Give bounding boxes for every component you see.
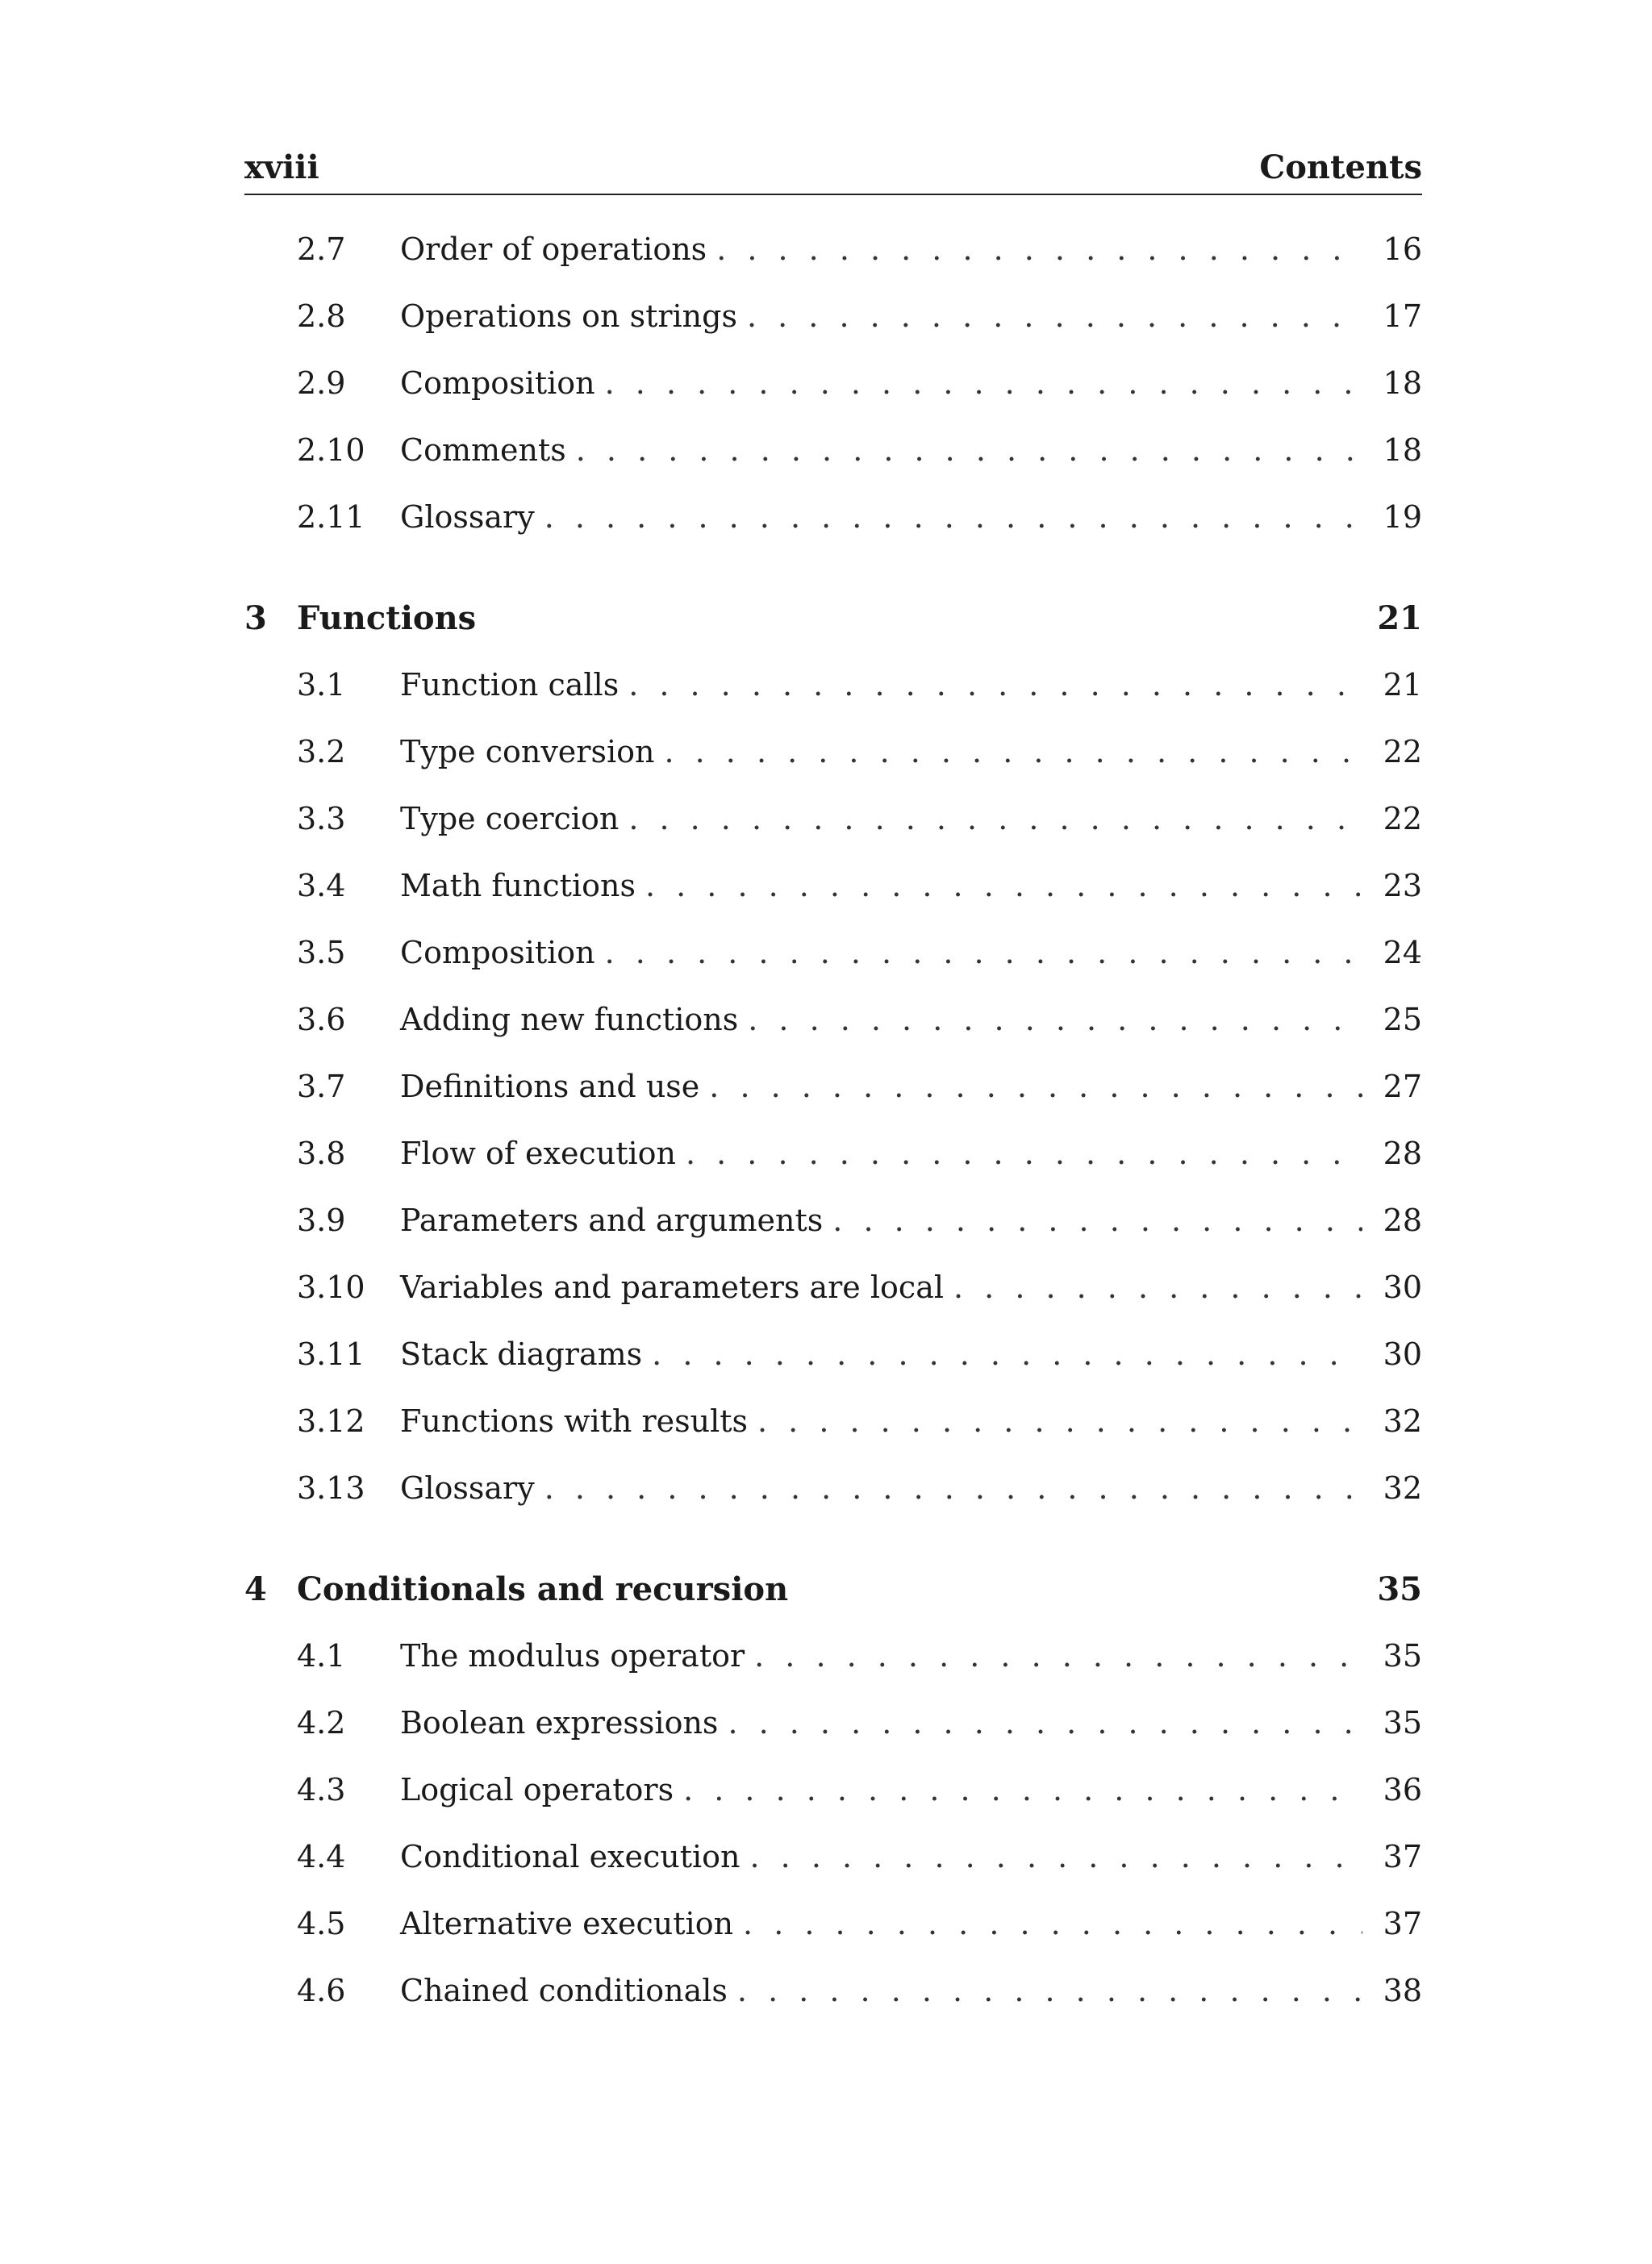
toc-page <box>244 137 1422 2024</box>
toc-entry-page: 18 <box>1383 365 1422 401</box>
toc-entry-page: 23 <box>1383 868 1422 903</box>
toc-entry-number: 2.10 <box>297 432 365 468</box>
table-of-contents <box>244 216 1422 2024</box>
toc-entry-number: 4.2 <box>297 1705 346 1741</box>
toc-entry-number: 2.8 <box>297 298 346 334</box>
toc-entry[interactable] <box>244 283 1422 350</box>
toc-entry-number: 2.9 <box>297 365 346 401</box>
toc-entry-page: 36 <box>1383 1772 1422 1807</box>
toc-entry-line <box>400 417 1422 484</box>
toc-entry-line <box>400 1958 1422 2024</box>
toc-entry[interactable] <box>244 417 1422 484</box>
toc-entry[interactable] <box>244 1824 1422 1891</box>
toc-entry-page: 28 <box>1383 1136 1422 1171</box>
dot-leader <box>747 283 1362 350</box>
toc-entry[interactable] <box>244 652 1422 719</box>
dot-leader <box>605 919 1362 986</box>
toc-entry-line <box>400 1321 1422 1388</box>
toc-entry-number: 2.11 <box>297 499 365 535</box>
toc-entry-page: 38 <box>1383 1973 1422 2008</box>
toc-entry[interactable] <box>244 1623 1422 1690</box>
toc-entry-line <box>400 786 1422 853</box>
toc-entry-page: 30 <box>1383 1336 1422 1372</box>
toc-entry-page: 27 <box>1383 1069 1422 1104</box>
header-section-title: Contents <box>1259 148 1422 186</box>
dot-leader <box>686 1120 1362 1187</box>
chapter-number: 4 <box>244 1570 267 1608</box>
chapter-number: 3 <box>244 599 267 637</box>
toc-entry-page: 18 <box>1383 432 1422 468</box>
toc-entry[interactable] <box>244 1053 1422 1120</box>
toc-entry-page: 22 <box>1383 734 1422 769</box>
toc-entry-line <box>400 1120 1422 1187</box>
toc-entry-page: 28 <box>1383 1203 1422 1238</box>
toc-entry-number: 4.1 <box>297 1638 346 1674</box>
toc-entry-page: 22 <box>1383 801 1422 836</box>
toc-entry-line <box>400 1455 1422 1522</box>
toc-entry-page: 16 <box>1383 231 1422 267</box>
toc-entry[interactable] <box>244 986 1422 1053</box>
toc-entry-line <box>400 1690 1422 1757</box>
toc-entry-number: 3.1 <box>297 667 346 703</box>
dot-leader <box>754 1623 1362 1690</box>
toc-entry-number: 3.6 <box>297 1002 346 1037</box>
toc-entry[interactable] <box>244 1757 1422 1824</box>
toc-entry[interactable] <box>244 1321 1422 1388</box>
toc-entry-title: Order of operations <box>400 231 707 267</box>
toc-entry-line <box>400 986 1422 1053</box>
dot-leader <box>748 986 1362 1053</box>
toc-entry[interactable] <box>244 786 1422 853</box>
toc-entry-title: Conditional execution <box>400 1839 740 1874</box>
dot-leader <box>683 1757 1362 1824</box>
toc-entry-line <box>400 1053 1422 1120</box>
toc-entry-line <box>400 1388 1422 1455</box>
toc-entry-title: Alternative execution <box>400 1906 734 1941</box>
chapter-title: Functions <box>297 599 477 637</box>
dot-leader <box>628 652 1362 719</box>
dot-leader <box>743 1891 1362 1958</box>
dot-leader <box>728 1690 1362 1757</box>
toc-entry[interactable] <box>244 1891 1422 1958</box>
toc-entry-title: Functions with results <box>400 1403 749 1439</box>
dot-leader <box>832 1187 1362 1254</box>
toc-entry-title: Function calls <box>400 667 620 703</box>
toc-entry-line <box>400 652 1422 719</box>
toc-entry-title: Math functions <box>400 868 636 903</box>
toc-entry[interactable] <box>244 853 1422 919</box>
toc-entry-title: Chained conditionals <box>400 1973 728 2008</box>
toc-entry[interactable] <box>244 1187 1422 1254</box>
toc-entry-line <box>400 919 1422 986</box>
toc-entry-title: Type conversion <box>400 734 655 769</box>
toc-entry-title: Comments <box>400 432 566 468</box>
toc-entry-number: 3.5 <box>297 935 346 970</box>
toc-entry[interactable] <box>244 919 1422 986</box>
toc-entry-line <box>400 283 1422 350</box>
toc-entry-line <box>400 350 1422 417</box>
toc-entry-title: Adding new functions <box>400 1002 739 1037</box>
toc-entry-title: Parameters and arguments <box>400 1203 824 1238</box>
toc-entry-line <box>400 1254 1422 1321</box>
toc-entry-page: 24 <box>1383 935 1422 970</box>
toc-entry-page: 19 <box>1383 499 1422 535</box>
chapter-page: 21 <box>1377 599 1422 637</box>
toc-entry-title: Composition <box>400 365 595 401</box>
dot-leader <box>709 1053 1362 1120</box>
toc-entry-number: 4.3 <box>297 1772 346 1807</box>
toc-entry-number: 3.2 <box>297 734 346 769</box>
toc-entry[interactable] <box>244 1388 1422 1455</box>
toc-entry-page: 30 <box>1383 1270 1422 1305</box>
toc-entry-title: The modulus operator <box>400 1638 745 1674</box>
toc-entry-title: Operations on strings <box>400 298 737 334</box>
toc-entry-line <box>400 1824 1422 1891</box>
toc-entry[interactable] <box>244 1254 1422 1321</box>
dot-leader <box>750 1824 1362 1891</box>
toc-entry[interactable] <box>244 1455 1422 1522</box>
toc-entry-line <box>400 216 1422 283</box>
toc-entry-title: Logical operators <box>400 1772 674 1807</box>
toc-chapter-heading[interactable] <box>244 1556 1422 1623</box>
toc-entry-number: 3.8 <box>297 1136 346 1171</box>
toc-entry-line <box>400 1187 1422 1254</box>
dot-leader <box>544 1455 1362 1522</box>
toc-entry-number: 3.12 <box>297 1403 365 1439</box>
toc-entry-number: 4.4 <box>297 1839 346 1874</box>
toc-entry[interactable] <box>244 719 1422 786</box>
toc-entry-number: 3.7 <box>297 1069 346 1104</box>
dot-leader <box>605 350 1362 417</box>
toc-entry-line <box>400 484 1422 551</box>
toc-entry-line <box>400 719 1422 786</box>
toc-entry-title: Boolean expressions <box>400 1705 719 1741</box>
toc-entry-page: 32 <box>1383 1470 1422 1506</box>
chapter-page: 35 <box>1377 1570 1422 1608</box>
toc-entry-number: 3.3 <box>297 801 346 836</box>
running-head <box>244 137 1422 195</box>
toc-entry[interactable] <box>244 1690 1422 1757</box>
toc-entry-page: 37 <box>1383 1906 1422 1941</box>
toc-entry[interactable] <box>244 1120 1422 1187</box>
toc-entry-title: Flow of execution <box>400 1136 676 1171</box>
chapter-title: Conditionals and recursion <box>297 1570 789 1608</box>
dot-leader <box>544 484 1362 551</box>
toc-entry-title: Composition <box>400 935 595 970</box>
toc-entry-title: Definitions and use <box>400 1069 700 1104</box>
toc-entry[interactable] <box>244 1958 1422 2024</box>
toc-entry-number: 3.10 <box>297 1270 365 1305</box>
toc-entry-number: 4.5 <box>297 1906 346 1941</box>
toc-entry-page: 35 <box>1383 1705 1422 1741</box>
toc-entry[interactable] <box>244 350 1422 417</box>
dot-leader <box>664 719 1362 786</box>
toc-entry-line <box>400 853 1422 919</box>
toc-entry-title: Stack diagrams <box>400 1336 643 1372</box>
toc-entry[interactable] <box>244 216 1422 283</box>
toc-entry-page: 35 <box>1383 1638 1422 1674</box>
dot-leader <box>576 417 1362 484</box>
toc-entry-page: 37 <box>1383 1839 1422 1874</box>
toc-entry-number: 4.6 <box>297 1973 346 2008</box>
dot-leader <box>652 1321 1362 1388</box>
toc-entry[interactable] <box>244 484 1422 551</box>
toc-entry-number: 3.4 <box>297 868 346 903</box>
toc-entry-line <box>400 1891 1422 1958</box>
dot-leader <box>737 1958 1362 2024</box>
toc-entry-page: 17 <box>1383 298 1422 334</box>
toc-entry-number: 3.13 <box>297 1470 365 1506</box>
toc-entry-title: Type coercion <box>400 801 620 836</box>
toc-entry-number: 3.11 <box>297 1336 365 1372</box>
toc-entry-title: Glossary <box>400 1470 535 1506</box>
dot-leader <box>716 216 1362 283</box>
toc-entry-title: Glossary <box>400 499 535 535</box>
toc-entry-page: 25 <box>1383 1002 1422 1037</box>
toc-entry-title: Variables and parameters are local <box>400 1270 944 1305</box>
toc-entry-page: 32 <box>1383 1403 1422 1439</box>
dot-leader <box>757 1388 1362 1455</box>
dot-leader <box>953 1254 1362 1321</box>
toc-entry-number: 3.9 <box>297 1203 346 1238</box>
toc-entry-page: 21 <box>1383 667 1422 703</box>
toc-entry-line <box>400 1623 1422 1690</box>
header-page-number: xviii <box>244 148 319 186</box>
toc-entry-number: 2.7 <box>297 231 346 267</box>
toc-chapter-heading[interactable] <box>244 585 1422 652</box>
toc-entry-line <box>400 1757 1422 1824</box>
dot-leader <box>645 853 1362 919</box>
dot-leader <box>628 786 1362 853</box>
